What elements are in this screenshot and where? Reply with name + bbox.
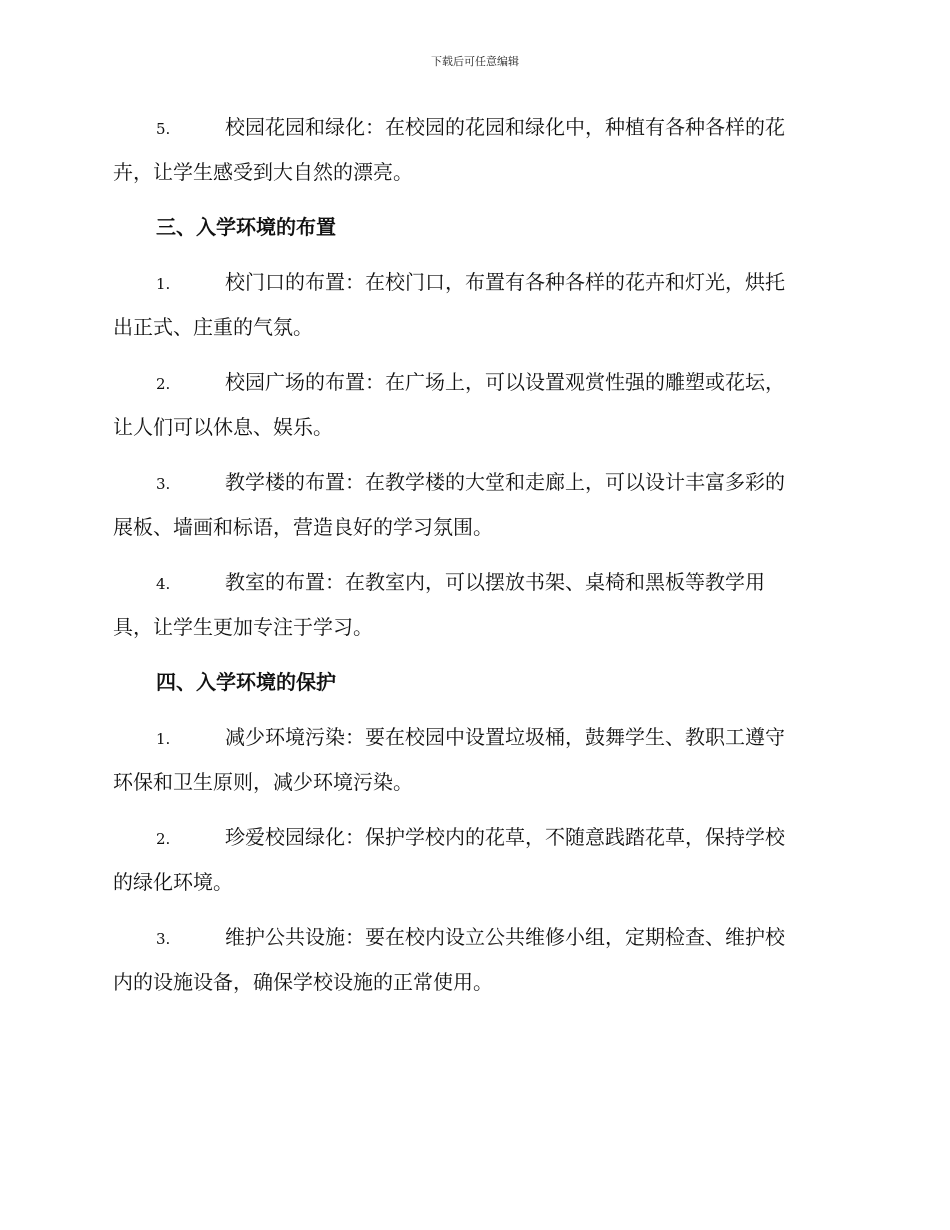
list-item: [113, 461, 833, 549]
list-item: [113, 816, 833, 904]
list-item-text-continued: 具，让学生更加专注于学习。: [113, 615, 373, 639]
list-item: [113, 916, 833, 1004]
list-item-number: 1.: [156, 730, 171, 748]
list-item-number: 3.: [156, 475, 171, 493]
list-item-text-continued: 环保和卫生原则，减少环境污染。: [113, 770, 413, 794]
list-item: [113, 361, 833, 449]
list-item-text: 维护公共设施：要在校内设立公共维修小组，定期检查、维护校: [225, 925, 785, 949]
list-item-text: 珍爱校园绿化：保护学校内的花草，不随意践踏花草，保持学校: [225, 825, 785, 849]
list-item-text: 校门口的布置：在校门口，布置有各种各样的花卉和灯光，烘托: [225, 270, 785, 294]
list-item-text-continued: 让人们可以休息、娱乐。: [113, 415, 333, 439]
list-item-number: 3.: [156, 930, 171, 948]
section-heading: 四、入学环境的保护: [156, 670, 336, 694]
list-item-number: 2.: [156, 375, 171, 393]
page-header-note: 下载后可任意编辑: [431, 55, 519, 68]
list-item: [113, 261, 833, 349]
list-item-text-continued: 的绿化环境。: [113, 870, 233, 894]
list-item-text-continued: 内的设施设备，确保学校设施的正常使用。: [113, 970, 493, 994]
list-item-text: 教学楼的布置：在教学楼的大堂和走廊上，可以设计丰富多彩的: [225, 470, 785, 494]
list-item-text: 校园广场的布置：在广场上，可以设置观赏性强的雕塑或花坛，: [225, 370, 785, 394]
document-body: [113, 106, 833, 1016]
list-item-text: 减少环境污染：要在校园中设置垃圾桶，鼓舞学生、教职工遵守: [225, 725, 785, 749]
list-item-number: 5.: [156, 120, 171, 138]
list-item-number: 1.: [156, 275, 171, 293]
list-item: [113, 106, 833, 194]
list-item: [113, 716, 833, 804]
list-item-text-continued: 展板、墙画和标语，营造良好的学习氛围。: [113, 515, 493, 539]
list-item-number: 2.: [156, 830, 171, 848]
section-heading: 三、入学环境的布置: [156, 215, 336, 239]
list-item-text-continued: 卉，让学生感受到大自然的漂亮。: [113, 160, 413, 184]
list-item-text: 教室的布置：在教室内，可以摆放书架、桌椅和黑板等教学用: [225, 570, 765, 594]
list-item-text: 校园花园和绿化：在校园的花园和绿化中，种植有各种各样的花: [225, 115, 785, 139]
list-item-number: 4.: [156, 575, 171, 593]
list-item-text-continued: 出正式、庄重的气氛。: [113, 315, 313, 339]
list-item: [113, 561, 833, 649]
